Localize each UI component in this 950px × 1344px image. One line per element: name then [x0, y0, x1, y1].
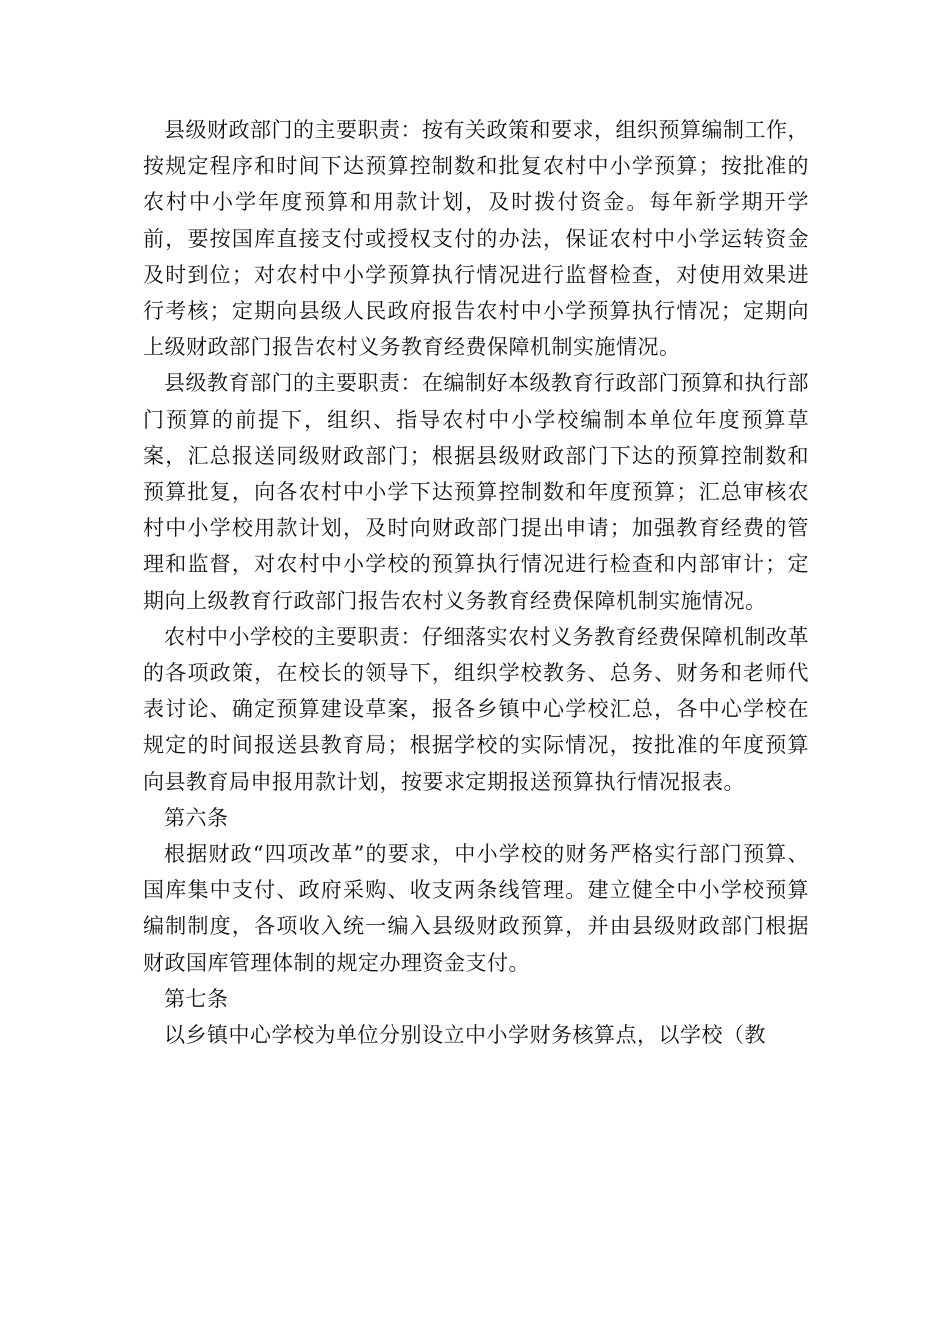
article-7-heading: 第七条 — [164, 986, 229, 1011]
article-6-body: 根据财政“四项改革”的要求，中小学校的财务严格实行部门预算、国库集中支付、政府采购、收支两条线管理。建立健全中小学校预算编制制度，各项收入统一编入县级财政预算，并由县级财政部门根据财政国库管理体制的规定办理资金支付。 — [143, 842, 809, 975]
paragraph-county-finance-duties: 县级财政部门的主要职责：按有关政策和要求，组织预算编制工作，按规定程序和时间下达预算控制数和批复农村中小学预算；按批准的农村中小学年度预算和用款计划，及时拨付资金。每年新学期开学前，要按国库直接支付或授权支付的办法，保证农村中小学运转资金及时到位；对农村中小学预算执行情况进行监督检查，对使用效果进行考核；定期向县级人民政府报告农村中小学预算执行情况；定期向上级财政部门报告农村义务教育经费保障机制实施情况。 — [143, 118, 809, 360]
document-body — [143, 112, 809, 1053]
paragraph-rural-school-duties: 农村中小学校的主要职责：仔细落实农村义务教育经费保障机制改革的各项政策，在校长的领导下，组织学校教务、总务、财务和老师代表讨论、确定预算建设草案，报各乡镇中心学校汇总，各中心学校在规定的时间报送县教育局；根据学校的实际情况，按批准的年度预算向县教育局申报用款计划，按要求定期报送预算执行情况报表。 — [143, 624, 809, 794]
article-6-heading: 第六条 — [164, 805, 229, 830]
paragraph-county-education-duties: 县级教育部门的主要职责：在编制好本级教育行政部门预算和执行部门预算的前提下，组织、指导农村中小学校编制本单位年度预算草案，汇总报送同级财政部门；根据县级财政部门下达的预算控制数和预算批复，向各农村中小学下达预算控制数和年度预算；汇总审核农村中小学校用款计划，及时向财政部门提出申请；加强教育经费的管理和监督，对农村中小学校的预算执行情况进行检查和内部审计；定期向上级教育行政部门报告农村义务教育经费保障机制实施情况。 — [143, 371, 809, 613]
article-7-body: 以乡镇中心学校为单位分别设立中小学财务核算点，以学校（教 — [164, 1023, 766, 1048]
